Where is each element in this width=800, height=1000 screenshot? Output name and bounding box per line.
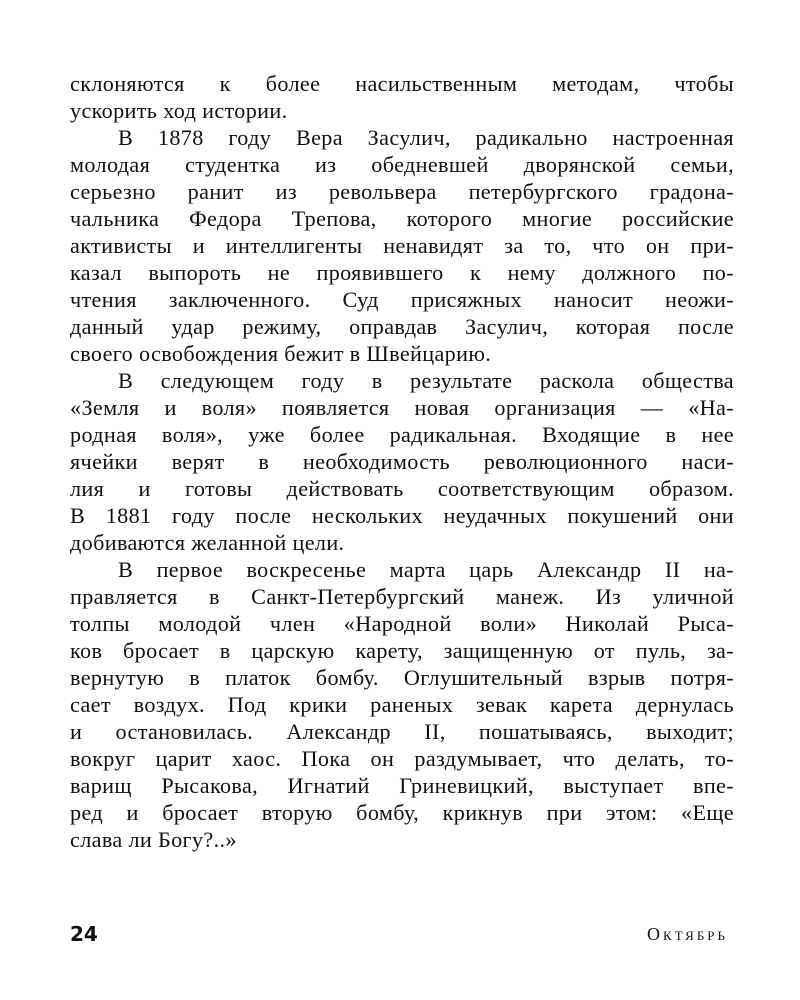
text-line: своего освобождения бежит в Швейцарию. (70, 341, 492, 366)
text-line: серьезно ранит из револьвера петербургского градона- (70, 179, 734, 204)
text-line: родная воля», уже более радикальная. Входящие в нее (70, 422, 734, 447)
text-line: ячейки верят в необходимость революционного наси- (70, 449, 734, 474)
text-line: и остановилась. Александр II, пошатываясь, выходит; (70, 719, 734, 744)
running-title: Октябрь (647, 924, 728, 944)
text-line: данный удар режиму, оправдав Засулич, которая после (70, 314, 734, 339)
text-line: ков бросает в царскую карету, защищенную от пуль, за- (70, 638, 734, 663)
text-line: ред и бросает вторую бомбу, крикнув при этом: «Еще (70, 800, 734, 825)
text-line: чтения заключенного. Суд присяжных наносит неожи- (70, 287, 734, 312)
text-line: вокруг царит хаос. Пока он раздумывает, что делать, то- (70, 746, 734, 771)
text-line: толпы молодой член «Народной воли» Николай Рыса- (70, 611, 734, 636)
text-line: чальника Федора Трепова, которого многие российские (70, 206, 734, 231)
text-line: В первое воскресенье марта царь Александр II на- (118, 557, 734, 582)
text-line: казал выпороть не проявившего к нему должного по- (70, 260, 734, 285)
text-line: вернутую в платок бомбу. Оглушительный взрыв потря- (70, 665, 734, 690)
text-line: ускорить ход истории. (70, 98, 288, 123)
page-number: 24 (70, 922, 98, 946)
text-line: правляется в Санкт-Петербургский манеж. Из уличной (70, 584, 734, 609)
text-line: сает воздух. Под крики раненых зевак карета дернулась (70, 692, 734, 717)
text-line: слава ли Богу?..» (70, 827, 237, 852)
text-line: В следующем году в результате раскола общества (118, 368, 734, 393)
text-line: молодая студентка из обедневшей дворянской семьи, (70, 152, 734, 177)
body-text (70, 70, 734, 853)
text-line: добиваются желанной цели. (70, 530, 345, 555)
text-line: лия и готовы действовать соответствующим образом. (70, 476, 734, 501)
text-line: активисты и интеллигенты ненавидят за то, что он при- (70, 233, 734, 258)
text-line: склоняются к более насильственным методам, чтобы (70, 71, 734, 96)
text-line: В 1881 году после нескольких неудачных покушений они (70, 503, 734, 528)
text-line: «Земля и воля» появляется новая организация — «На- (70, 395, 734, 420)
text-line: варищ Рысакова, Игнатий Гриневицкий, выступает впе- (70, 773, 734, 798)
text-line: В 1878 году Вера Засулич, радикально настроенная (118, 125, 734, 150)
